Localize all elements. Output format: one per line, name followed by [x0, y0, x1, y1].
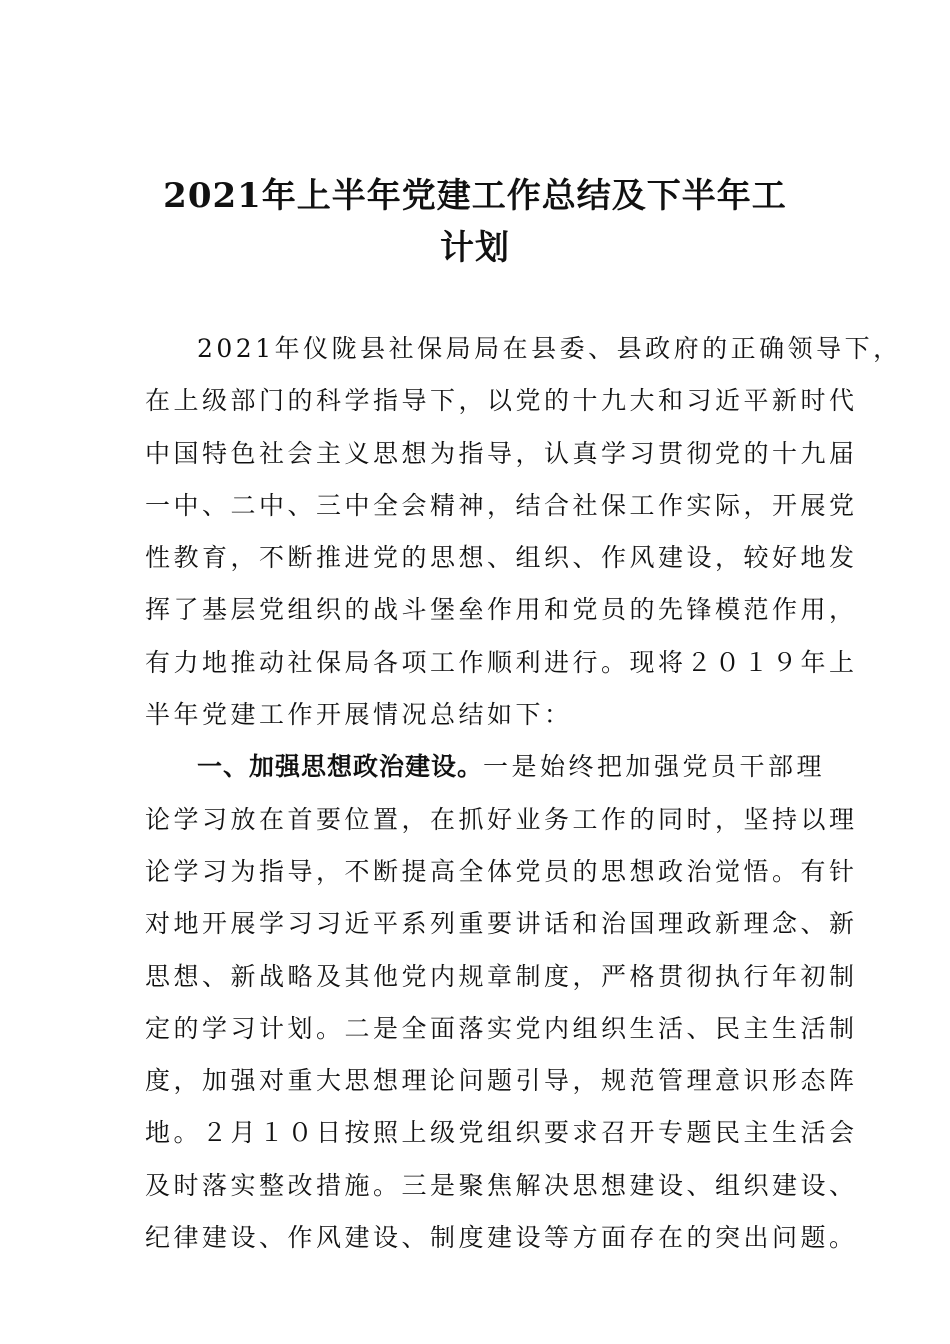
- paragraph-line: 及时落实整改措施。三是聚焦解决思想建设、组织建设、: [145, 1170, 858, 1200]
- document-title: [140, 170, 810, 274]
- paragraph-line: 地。２月１０日按照上级党组织要求召开专题民主生活会: [145, 1118, 858, 1148]
- paragraph-line: 半年党建工作开展情况总结如下：: [145, 700, 573, 730]
- intro-paragraph: [145, 323, 902, 741]
- paragraph-line: 中国特色社会主义思想为指导，认真学习贯彻党的十九届: [145, 438, 858, 468]
- paragraph-line: 2021年仪陇县社保局局在县委、县政府的正确领导下，: [197, 334, 902, 363]
- paragraph-line: 性教育，不断推进党的思想、组织、作风建设，较好地发: [145, 543, 858, 573]
- paragraph-line: 论学习放在首要位置，在抓好业务工作的同时，坚持以理: [145, 804, 858, 834]
- document-body: [145, 323, 902, 1264]
- paragraph-line: 挥了基层党组织的战斗堡垒作用和党员的先锋模范作用，: [145, 595, 858, 625]
- paragraph-line: 定的学习计划。二是全面落实党内组织生活、民主生活制: [145, 1013, 858, 1043]
- title-line-2: 计划: [440, 228, 510, 268]
- section-heading: 一、加强思想政治建设。: [197, 752, 484, 782]
- section-1-first-line-text: 一是始终把加强党员干部理: [483, 752, 826, 782]
- paragraph-line: 在上级部门的科学指导下，以党的十九大和习近平新时代: [145, 386, 858, 416]
- paragraph-line: 思想、新战略及其他党内规章制度，严格贯彻执行年初制: [145, 961, 858, 991]
- title-line-1: 2021年上半年党建工作总结及下半年工: [163, 176, 787, 216]
- paragraph-line: 度，加强对重大思想理论问题引导，规范管理意识形态阵: [145, 1066, 858, 1096]
- section-1-first-line: [145, 741, 826, 793]
- paragraph-line: 有力地推动社保局各项工作顺利进行。现将２０１９年上: [145, 647, 858, 677]
- paragraph-line: 论学习为指导，不断提高全体党员的思想政治觉悟。有针: [145, 856, 858, 886]
- paragraph-line: 一中、二中、三中全会精神，结合社保工作实际，开展党: [145, 490, 858, 520]
- paragraph-line: 对地开展学习习近平系列重要讲话和治国理政新理念、新: [145, 909, 858, 939]
- section-1-paragraph: [145, 741, 858, 1264]
- paragraph-line: 纪律建设、作风建设、制度建设等方面存在的突出问题。: [145, 1223, 858, 1253]
